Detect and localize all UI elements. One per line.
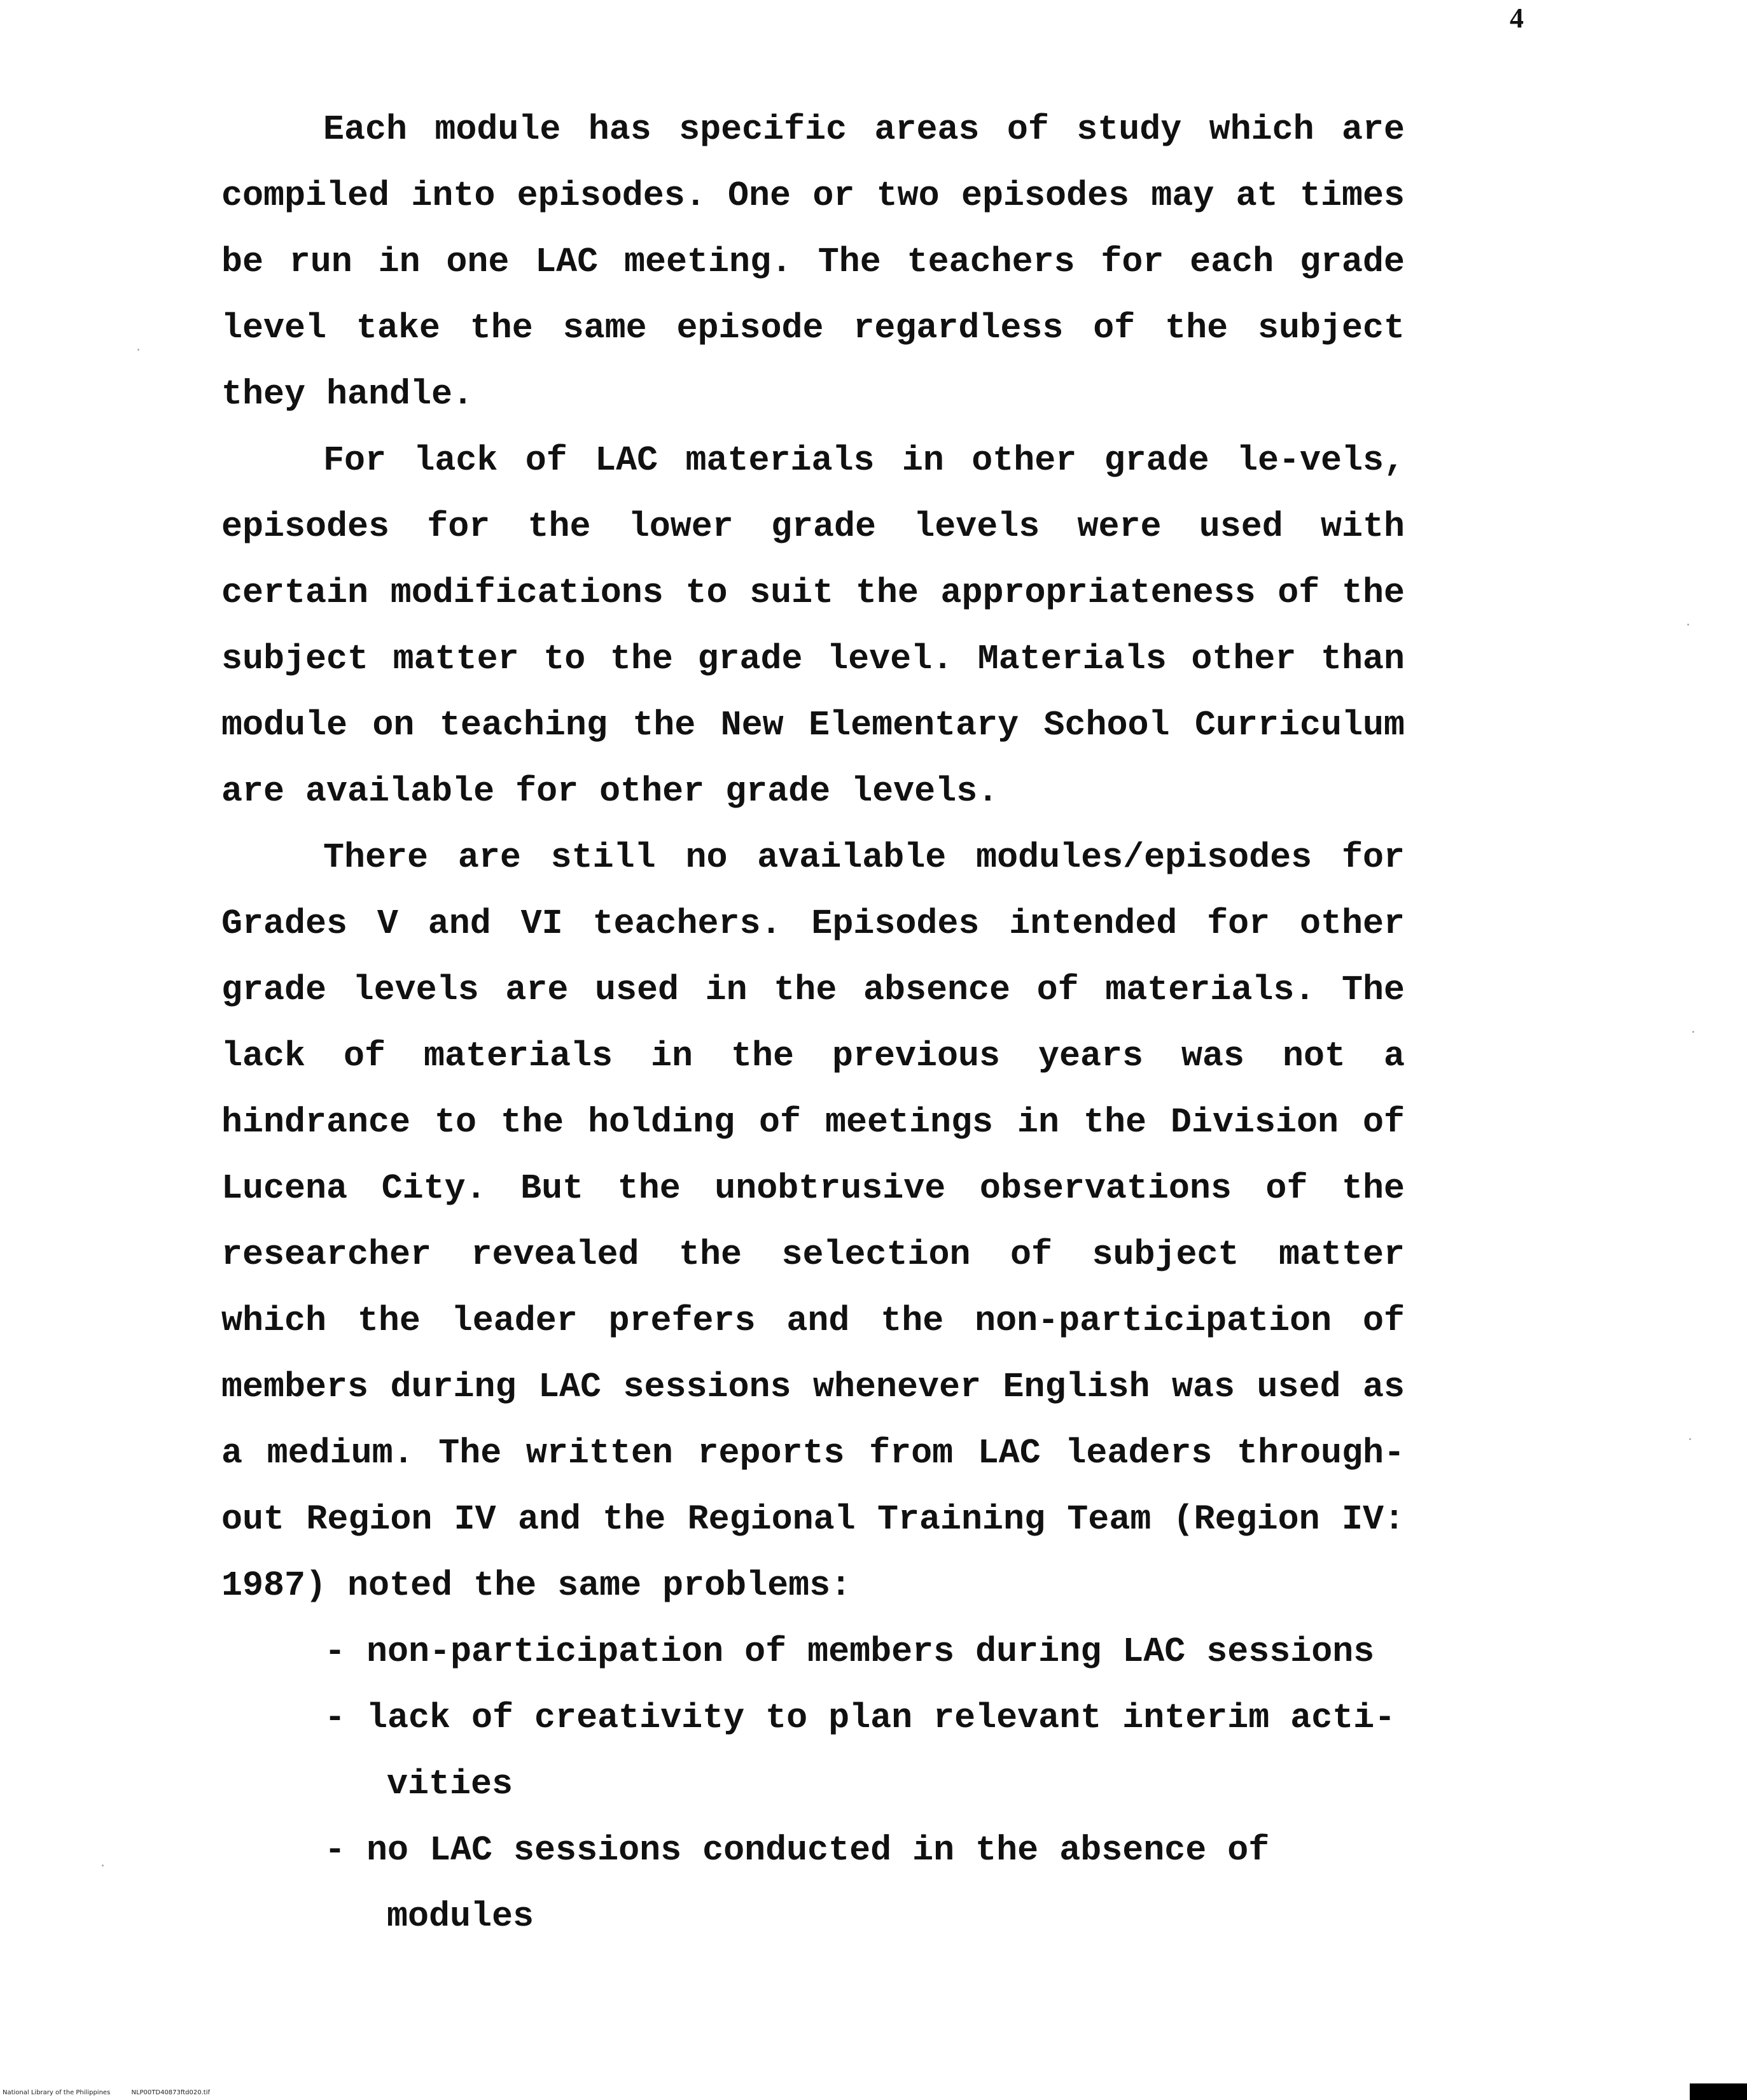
scan-speck bbox=[1687, 624, 1689, 626]
paragraph-no-modules: There are still no available modules/episodes for Grades V and VI teachers. Episodes intended for other grade levels are used in the absence of materials. The lack of materials in the previous years was not a hindrance to the holding of meetings in the Division of Lucena City. But the unobtrusive observations of the researcher revealed the selection of subject matter which the leader prefers and the non-participation of members during LAC sessions whenever English was used as a medium. The written reports from LAC leaders through-out Region IV and the Regional Training Team (Region IV: 1987) noted the same problems: bbox=[221, 837, 1405, 1606]
list-item: - no LAC sessions conducted in the absence of modules bbox=[324, 1830, 1270, 1936]
page-number: 4 bbox=[1510, 3, 1524, 34]
paragraph-modules: Each module has specific areas of study which are compiled into episodes. One or two episodes may at times be run in one LAC meeting. The teachers for each grade level take the same episode regardless of the subject they handle. bbox=[221, 109, 1405, 414]
paragraph-lac-materials: For lack of LAC materials in other grade le-vels, episodes for the lower grade levels were used with certain modifications to suit the appropriateness of the subject matter to the grade level. Materials other than module on teaching the New Elementary School Curriculum are available for other grade levels. bbox=[221, 440, 1405, 811]
list-item: - lack of creativity to plan relevant interim acti-vities bbox=[324, 1698, 1396, 1804]
scan-speck bbox=[137, 349, 139, 351]
scan-speck bbox=[1692, 1031, 1694, 1033]
problems-list bbox=[221, 1619, 1405, 1950]
scan-marker-bar bbox=[1690, 2083, 1747, 2100]
file-code: NLP00TD40873ftd020.tif bbox=[131, 2089, 210, 2096]
scan-footer bbox=[3, 2089, 210, 2096]
library-credit: National Library of the Philippines bbox=[3, 2089, 111, 2096]
document-body bbox=[221, 97, 1405, 1950]
scan-speck bbox=[1689, 1438, 1691, 1440]
scan-speck bbox=[102, 1865, 104, 1866]
list-item: - non-participation of members during LAC sessions bbox=[324, 1632, 1375, 1672]
